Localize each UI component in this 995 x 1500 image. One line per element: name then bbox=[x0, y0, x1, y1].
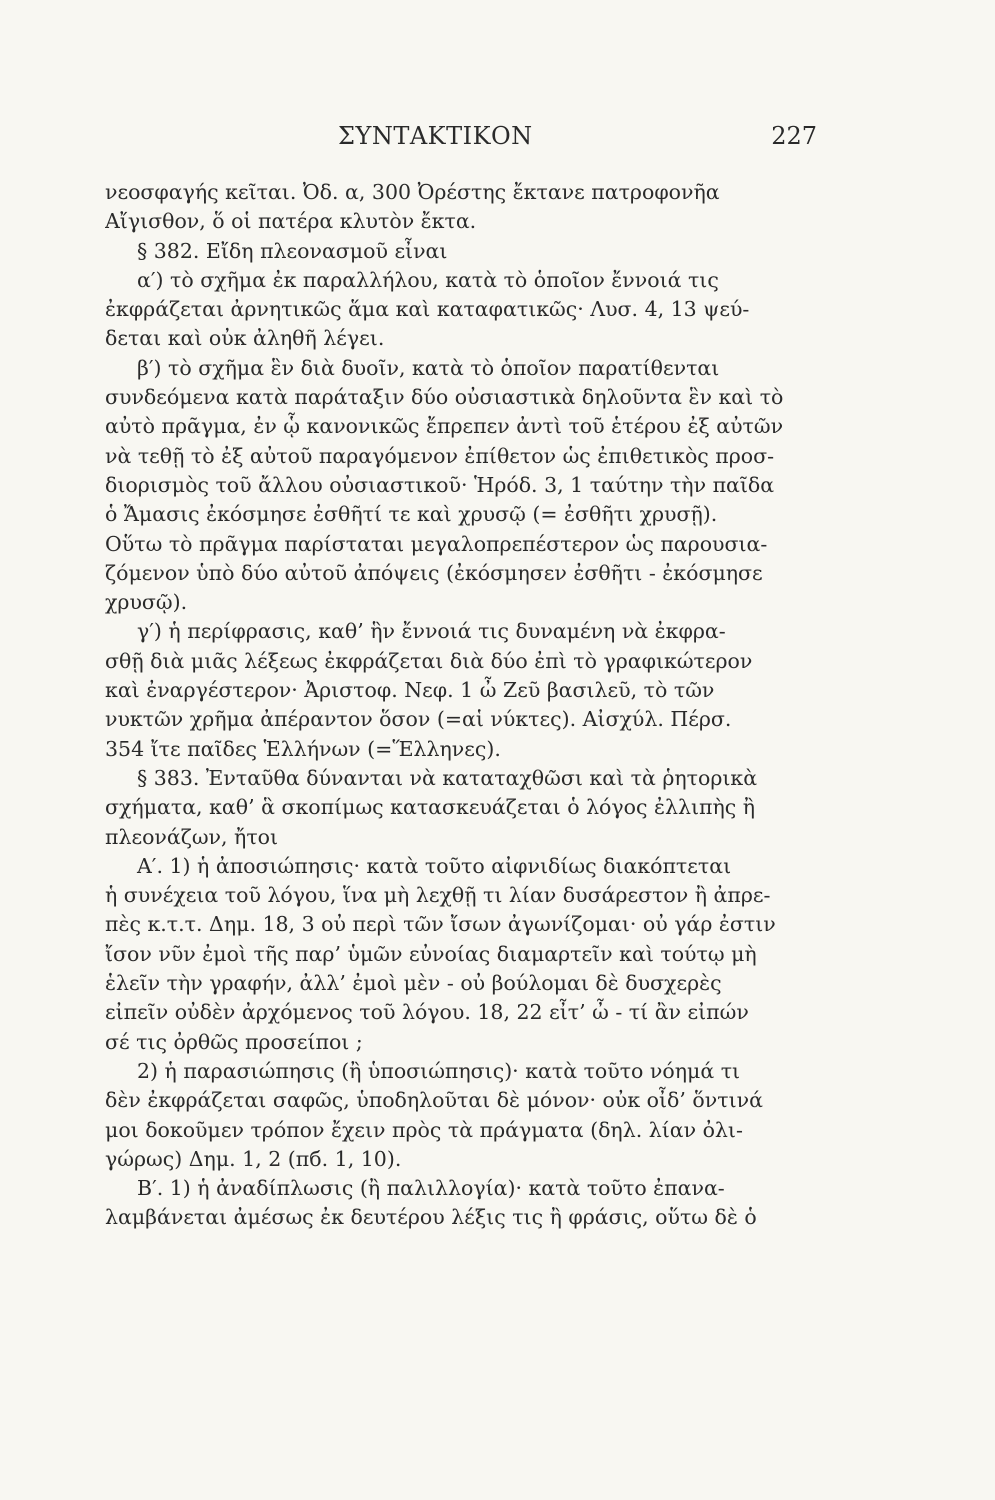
text-line: ἑλεῖν τὴν γραφήν, ἀλλ’ ἐμοὶ μὲν - οὐ βούλομαι δὲ δυσχερὲς bbox=[105, 971, 722, 996]
page-number: 227 bbox=[771, 122, 817, 150]
text-line: ὁ Ἄμασις ἐκόσμησε ἐσθῆτί τε καὶ χρυσῷ (= ἐσθῆτι χρυσῇ). bbox=[105, 502, 718, 527]
text-line: αὐτὸ πρᾶγμα, ἐν ᾧ κανονικῶς ἔπρεπεν ἀντὶ τοῦ ἑτέρου ἐξ αὐτῶν bbox=[105, 414, 784, 439]
text-line: 2) ἡ παρασιώπησις (ἢ ὑποσιώπησις)· κατὰ τοῦτο νόημά τι bbox=[137, 1058, 741, 1083]
text-line: α′) τὸ σχῆμα ἐκ παραλλήλου, κατὰ τὸ ὁποῖον ἔννοιά τις bbox=[137, 267, 719, 292]
text-line: καὶ ἐναργέστερον· Ἀριστοφ. Νεφ. 1 ὦ Ζεῦ βασιλεῦ, τὸ τῶν bbox=[105, 678, 715, 703]
text-line: ἐκφράζεται ἀρνητικῶς ἅμα καὶ καταφατικῶς· Λυσ. 4, 13 ψεύ- bbox=[105, 297, 750, 322]
text-line: δὲν ἐκφράζεται σαφῶς, ὑποδηλοῦται δὲ μόνον· οὐκ οἶδ’ ὅντινά bbox=[105, 1088, 763, 1113]
section-heading-382: § 382. Εἴδη πλεονασμοῦ εἶναι bbox=[137, 238, 448, 263]
page-header bbox=[0, 118, 995, 158]
section-heading-383: § 383. Ἐνταῦθα δύνανται νὰ καταταχθῶσι καὶ τὰ ῥητορικὰ bbox=[137, 765, 758, 790]
text-line: Αἴγισθον, ὅ οἱ πατέρα κλυτὸν ἔκτα. bbox=[105, 209, 477, 234]
text-line: νὰ τεθῇ τὸ ἐξ αὐτοῦ παραγόμενον ἐπίθετον ὡς ἐπιθετικὸς προσ- bbox=[105, 443, 775, 468]
text-line: 354 ἴτε παῖδες Ἑλλήνων (=Ἕλληνες). bbox=[105, 736, 501, 761]
text-line: Οὕτω τὸ πρᾶγμα παρίσταται μεγαλοπρεπέστερον ὡς παρουσια- bbox=[105, 531, 768, 556]
text-line: λαμβάνεται ἀμέσως ἐκ δευτέρου λέξις τις ἢ φράσις, οὕτω δὲ ὁ bbox=[105, 1205, 757, 1230]
text-line: δεται καὶ οὐκ ἀληθῆ λέγει. bbox=[105, 326, 385, 351]
text-line: ἡ συνέχεια τοῦ λόγου, ἵνα μὴ λεχθῇ τι λίαν δυσάρεστον ἢ ἀπρε- bbox=[105, 883, 771, 908]
text-line: σέ τις ὀρθῶς προσείποι ; bbox=[105, 1029, 363, 1054]
text-line: γώρως) Δημ. 1, 2 (πб. 1, 10). bbox=[105, 1146, 402, 1171]
text-line: εἰπεῖν οὐδὲν ἀρχόμενος τοῦ λόγου. 18, 22 εἶτ’ ὦ - τί ἂν εἰπών bbox=[105, 1000, 749, 1025]
text-line: διορισμὸς τοῦ ἄλλου οὐσιαστικοῦ· Ἡρόδ. 3, 1 ταύτην τὴν παῖδα bbox=[105, 472, 775, 497]
text-line: σχήματα, καθ’ ἃ σκοπίμως κατασκευάζεται ὁ λόγος ἐλλιπὴς ἢ bbox=[105, 795, 756, 820]
body-text bbox=[105, 178, 825, 1233]
text-line: νυκτῶν χρῆμα ἀπέραντον ὅσον (=αἱ νύκτες). Αἰσχύλ. Πέρσ. bbox=[105, 707, 732, 732]
text-line: μοι δοκοῦμεν τρόπον ἔχειν πρὸς τὰ πράγματα (δηλ. λίαν ὀλι- bbox=[105, 1117, 743, 1142]
running-title: ΣΥΝΤΑΚΤΙΚΟΝ bbox=[338, 122, 533, 150]
text-line: γ′) ἡ περίφρασις, καθ’ ἣν ἔννοιά τις δυναμένη νὰ ἐκφρα- bbox=[137, 619, 726, 644]
text-line: Α′. 1) ἡ ἀποσιώπησις· κατὰ τοῦτο αἰφνιδίως διακόπτεται bbox=[137, 853, 732, 878]
text-line: πὲς κ.τ.τ. Δημ. 18, 3 οὐ περὶ τῶν ἴσων ἀγωνίζομαι· οὐ γάρ ἐστιν bbox=[105, 912, 776, 937]
text-line: Β′. 1) ἡ ἀναδίπλωσις (ἢ παλιλλογία)· κατὰ τοῦτο ἐπανα- bbox=[137, 1176, 725, 1201]
text-line: πλεονάζων, ἤτοι bbox=[105, 824, 279, 849]
text-line: ζόμενον ὑπὸ δύο αὐτοῦ ἀπόψεις (ἐκόσμησεν ἐσθῆτι - ἐκόσμησε bbox=[105, 560, 763, 585]
text-line: συνδεόμενα κατὰ παράταξιν δύο οὐσιαστικὰ δηλοῦντα ἓν καὶ τὸ bbox=[105, 385, 784, 410]
text-line: σθῇ διὰ μιᾶς λέξεως ἐκφράζεται διὰ δύο ἐπὶ τὸ γραφικώτερον bbox=[105, 648, 753, 673]
text-line: ἴσον νῦν ἐμοὶ τῆς παρ’ ὑμῶν εὐνοίας διαμαρτεῖν καὶ τούτῳ μὴ bbox=[105, 941, 757, 966]
text-line: νεοσφαγής κεῖται. Ὀδ. α, 300 Ὀρέστης ἔκτανε πατροφονῆα bbox=[105, 180, 720, 204]
text-line: β′) τὸ σχῆμα ἓν διὰ δυοῖν, κατὰ τὸ ὁποῖον παρατίθενται bbox=[137, 355, 720, 380]
text-line: χρυσῷ). bbox=[105, 590, 188, 615]
